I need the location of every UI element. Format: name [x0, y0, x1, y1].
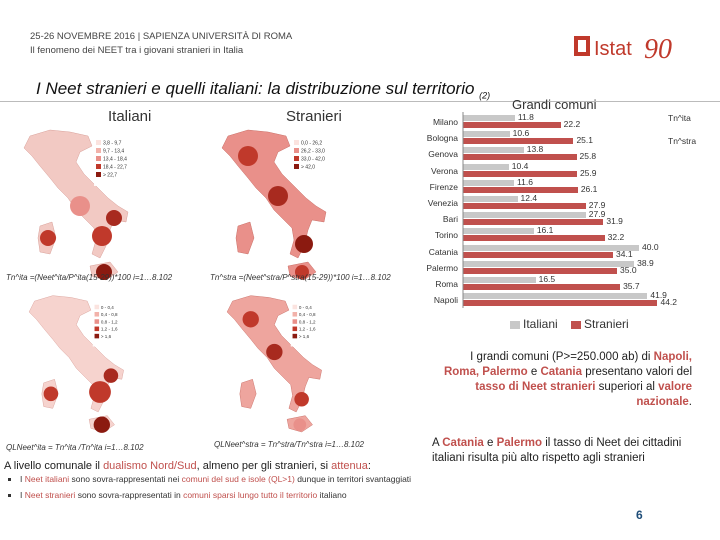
- bar-italiani-roma: [463, 277, 536, 283]
- map3-legend-4: 1,2 - 1,6: [100, 326, 118, 332]
- value-label-stranieri-bari: 31.9: [606, 216, 623, 227]
- title-divider: [0, 101, 720, 102]
- map2-legend-3: 33,0 - 42,0: [301, 156, 325, 163]
- value-label-italiani-roma: 16.5: [538, 274, 556, 284]
- legend-swatch-stranieri: [571, 321, 581, 329]
- bar-stranieri-bari: [463, 219, 603, 225]
- value-label-stranieri-milano: 22.2: [563, 119, 581, 129]
- map2-legend-4: > 42,0: [301, 164, 316, 171]
- map-stranieri-rate: [208, 126, 348, 291]
- p2-a: A: [432, 437, 440, 449]
- legend-label-italiani: Italiani: [523, 317, 558, 331]
- category-label-bologna: Bologna: [426, 133, 458, 144]
- slide-title: [36, 79, 490, 100]
- istat-logo-text: Istat: [594, 38, 632, 60]
- text-grandi-comuni: [432, 350, 692, 410]
- istat-logo: [572, 28, 692, 68]
- map4-legend-1: 0 - 0,4: [298, 304, 312, 310]
- value-label-italiani-torino: 16.1: [536, 225, 554, 236]
- slide-title-text: I Neet stranieri e quelli italiani: la distribuzione sul territorio: [36, 79, 475, 98]
- bullet-neet-italiani: [20, 474, 420, 485]
- reference-label-stra: Tn^stra: [668, 136, 697, 146]
- dual-end: :: [367, 460, 371, 472]
- category-label-roma: Roma: [435, 279, 458, 289]
- category-label-venezia: Venezia: [427, 198, 458, 208]
- chart-title: Grandi comuni: [512, 97, 597, 112]
- p1-nat: valore nazionale: [636, 381, 692, 408]
- map-caption-italiani: Italiani: [108, 108, 152, 125]
- b2-a: I: [20, 490, 23, 500]
- p1-a: I grandi comuni (P>=250.000 ab) di: [470, 351, 651, 363]
- formula-tn-stra: Tn^stra =(Neet^stra/P^stra(15-29))*100 i=1…8.102: [210, 273, 391, 282]
- map3-legend-2: 0,4 - 0,8: [100, 312, 118, 318]
- presentation-subtitle: Il fenomeno dei NEET tra i giovani stranieri in Italia: [30, 45, 244, 56]
- bar-italiani-bari: [463, 212, 586, 218]
- bar-stranieri-firenze: [463, 187, 578, 193]
- reference-label-ita: Tn^ita: [668, 113, 691, 123]
- istat-90-text: 90: [644, 34, 672, 65]
- value-label-stranieri-catania: 34.1: [616, 248, 633, 259]
- bar-stranieri-roma: [463, 284, 620, 290]
- chart-axis: [462, 112, 464, 308]
- b1-c: dunque in territori svantaggiati: [297, 474, 412, 484]
- p2-catania: Catania: [442, 437, 484, 449]
- category-label-palermo: Palermo: [426, 262, 458, 273]
- event-header: 25-26 NOVEMBRE 2016 | SAPIENZA UNIVERSITÀ DI ROMA: [30, 31, 293, 42]
- category-label-bari: Bari: [442, 214, 458, 225]
- slide-title-note: (2): [479, 90, 491, 101]
- bar-italiani-firenze: [463, 180, 514, 186]
- p1-catania: Catania: [540, 366, 583, 378]
- map1-legend-4: 18,4 - 22,7: [103, 164, 127, 171]
- legend-swatch-italiani: [510, 321, 520, 329]
- map3-legend-5: > 1,6: [100, 333, 112, 339]
- value-label-italiani-catania: 40.0: [642, 241, 659, 252]
- bar-stranieri-palermo: [463, 268, 617, 274]
- bar-italiani-torino: [463, 228, 534, 234]
- map4-legend-3: 0,8 - 1,2: [298, 319, 316, 325]
- page-number: 6: [636, 508, 643, 522]
- value-label-stranieri-bologna: 25.1: [576, 135, 593, 146]
- category-label-genova: Genova: [428, 149, 458, 160]
- map2-legend-2: 26,2 - 33,0: [301, 148, 325, 155]
- b1-a: I: [20, 474, 23, 484]
- category-label-catania: Catania: [428, 246, 458, 257]
- p1-end: .: [688, 396, 692, 408]
- b2-red: Neet stranieri: [24, 490, 76, 500]
- chart-legend: [510, 317, 629, 331]
- value-label-italiani-firenze: 11.6: [517, 176, 533, 187]
- bullet-neet-stranieri: [20, 490, 420, 501]
- category-label-firenze: Firenze: [429, 181, 458, 192]
- b2-c: italiano: [319, 490, 347, 500]
- category-label-verona: Verona: [431, 165, 458, 176]
- bar-stranieri-venezia: [463, 203, 586, 209]
- value-label-stranieri-venezia: 27.9: [588, 200, 606, 210]
- map1-legend-5: > 22,7: [103, 172, 118, 179]
- map1-legend-2: 9,7 - 13,4: [103, 148, 125, 155]
- dual-b: , almeno per gli stranieri, si: [196, 460, 329, 472]
- dual-red: dualismo Nord/Sud: [103, 460, 197, 472]
- map4-legend-4: 1,2 - 1,6: [298, 326, 316, 332]
- bar-italiani-genova: [463, 147, 524, 153]
- bar-stranieri-napoli: [463, 300, 657, 306]
- bar-italiani-verona: [463, 164, 509, 170]
- category-label-milano: Milano: [432, 117, 458, 127]
- legend-item-italiani: [510, 317, 558, 331]
- value-label-italiani-bologna: 10.6: [512, 128, 530, 139]
- p1-b: presentano valori del: [585, 366, 692, 378]
- value-label-italiani-napoli: 41.9: [650, 290, 667, 301]
- bar-stranieri-genova: [463, 154, 577, 160]
- bar-italiani-milano: [463, 115, 515, 121]
- map2-legend-1: 0,0 - 26,2: [301, 140, 323, 147]
- value-label-stranieri-palermo: 35.0: [620, 264, 637, 275]
- bar-italiani-venezia: [463, 196, 518, 202]
- map1-legend-1: 3,8 - 9,7: [103, 140, 122, 147]
- p1-cities: Napoli, Roma, Palermo: [443, 351, 692, 378]
- map1-legend-3: 13,4 - 18,4: [103, 156, 127, 163]
- value-label-stranieri-torino: 32.2: [607, 232, 625, 243]
- bar-stranieri-torino: [463, 235, 605, 241]
- value-label-stranieri-napoli: 44.2: [660, 297, 678, 308]
- map3-legend-3: 0,8 - 1,2: [100, 319, 118, 325]
- map-italiani-quotient: [10, 292, 150, 442]
- bar-stranieri-milano: [463, 122, 561, 128]
- bar-stranieri-catania: [463, 252, 613, 258]
- bar-italiani-catania: [463, 245, 639, 251]
- value-label-stranieri-firenze: 26.1: [580, 183, 598, 194]
- text-catania-palermo: [432, 436, 694, 466]
- p1-rate: tasso di Neet stranieri: [475, 381, 596, 393]
- formula-ql-stra: QLNeet^stra = Tn^stra/Tn^stra i=1…8.102: [214, 440, 364, 449]
- value-label-italiani-verona: 10.4: [511, 160, 529, 171]
- map-caption-stranieri: Stranieri: [286, 108, 342, 125]
- b2-b: sono sovra-rappresentati in: [77, 490, 181, 500]
- value-label-italiani-milano: 11.8: [517, 112, 534, 122]
- dual-a: A livello comunale il: [4, 460, 100, 472]
- p2-e: e: [487, 437, 494, 449]
- map3-legend-1: 0 - 0,4: [100, 304, 114, 310]
- dual-att: attenua: [331, 460, 368, 472]
- map4-legend-5: > 1,6: [298, 333, 310, 339]
- value-label-italiani-bari: 27.9: [588, 209, 606, 220]
- p1-c: superiori al: [598, 381, 655, 393]
- value-label-italiani-palermo: 38.9: [637, 257, 654, 268]
- category-label-napoli: Napoli: [433, 295, 458, 306]
- legend-label-stranieri: Stranieri: [584, 317, 629, 331]
- formula-ql-ita: QLNeet^ita = Tn^ita /Tn^ita i=1…8.102: [6, 443, 144, 452]
- value-label-stranieri-roma: 35.7: [623, 281, 640, 291]
- bar-stranieri-verona: [463, 171, 577, 177]
- bullet-list: [4, 474, 420, 506]
- bar-stranieri-bologna: [463, 138, 573, 144]
- b1-b: sono sovra-rappresentati nei: [71, 474, 180, 484]
- b1-red: Neet italiani: [24, 474, 70, 484]
- p2-b: il tasso di Neet dei cittadini italiani risulta più alto rispetto agli stranieri: [432, 437, 682, 464]
- bar-italiani-napoli: [463, 293, 647, 299]
- map-stranieri-quotient: [208, 292, 348, 442]
- p2-palermo: Palermo: [496, 437, 542, 449]
- value-label-italiani-genova: 13.8: [526, 144, 544, 155]
- value-label-stranieri-verona: 25.9: [579, 167, 597, 178]
- formula-tn-ita: Tn^ita =(Neet^ita/P^ita(15-29))*100 i=1…8.102: [6, 273, 173, 282]
- map-italiani-rate: [10, 126, 150, 291]
- bar-italiani-palermo: [463, 261, 634, 267]
- map4-legend-2: 0,4 - 0,8: [298, 312, 316, 318]
- value-label-italiani-venezia: 12.4: [520, 193, 538, 203]
- bar-italiani-bologna: [463, 131, 510, 137]
- value-label-stranieri-genova: 25.8: [579, 151, 597, 162]
- legend-item-stranieri: [571, 317, 629, 331]
- category-label-torino: Torino: [434, 230, 458, 241]
- b2-red2: comuni sparsi lungo tutto il territorio: [183, 490, 318, 500]
- p1-e: e: [530, 366, 538, 378]
- text-dualismo: [4, 460, 424, 472]
- b1-red2: comuni del sud e isole (QL>1): [181, 474, 295, 484]
